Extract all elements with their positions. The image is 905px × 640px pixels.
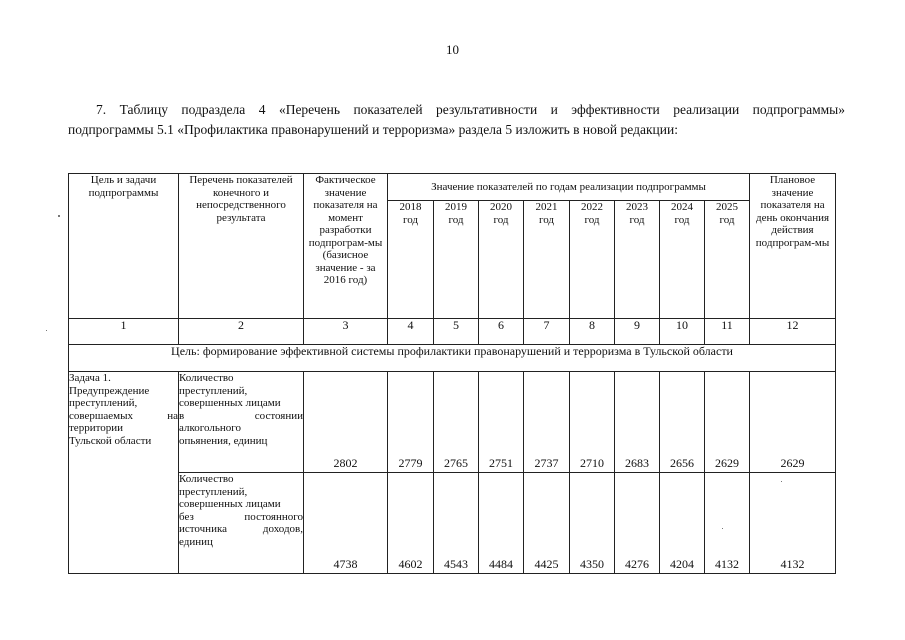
indicator-text: без постоянного [179, 510, 303, 523]
indicator-text: источника доходов, [179, 523, 303, 535]
value-2020: 4484 [479, 473, 524, 574]
task-text: Тульской области [69, 434, 152, 447]
intro-line-2: подпрограммы 5.1 «Профилактика правонарушений и терроризма» раздела 5 изложить в новой редакции: [68, 122, 678, 137]
goal-row [69, 345, 836, 372]
indicator-text: Количество [179, 372, 234, 384]
value-2020: 2751 [479, 372, 524, 473]
indicator-text: алкогольного [179, 422, 241, 434]
value-2018: 2779 [388, 372, 434, 473]
header-years-group: Значение показателей по годам реализации подпрограммы [388, 174, 750, 201]
header-year-2023: 2023 год [615, 201, 660, 319]
header-year-2025: 2025 год [705, 201, 750, 319]
planned-value: 4132 [750, 473, 836, 574]
value-2024: 4204 [660, 473, 705, 574]
column-number: 12 [750, 319, 836, 345]
header-year-2024: 2024 год [660, 201, 705, 319]
value-2023: 2683 [615, 372, 660, 473]
indicator-text: совершенных лицами [179, 498, 281, 510]
header-row-1 [69, 174, 836, 201]
header-goal-tasks: Цель и задачи подпрограммы [69, 174, 179, 319]
task-text: территории [69, 422, 124, 434]
scan-speck [781, 481, 782, 482]
task-text: совершаемых на [69, 409, 178, 422]
indicators-table [68, 173, 836, 574]
table-row [69, 372, 836, 473]
intro-line-1: 7. Таблицу подраздела 4 «Перечень показателей результативности и эффективности реализации подпрограммы» [96, 102, 845, 117]
indicator-text: в состоянии [179, 409, 303, 422]
column-number: 7 [524, 319, 570, 345]
value-2025: 4132 [705, 473, 750, 574]
header-year-2019: 2019 год [434, 201, 479, 319]
header-year-2022: 2022 год [570, 201, 615, 319]
scan-speck [58, 215, 60, 217]
indicator-text: единиц [179, 535, 213, 548]
header-actual-value: Фактическое значение показателя на момент разработки подпрограм-мы (базисное значение - за 2016 год) [304, 174, 388, 319]
column-number: 3 [304, 319, 388, 345]
header-year-2018: 2018 год [388, 201, 434, 319]
column-number: 2 [179, 319, 304, 345]
indicator-text: преступлений, [179, 485, 248, 498]
value-2025: 2629 [705, 372, 750, 473]
value-2021: 4425 [524, 473, 570, 574]
indicator-text: опьянения, единиц [179, 434, 268, 447]
column-numbers-row [69, 319, 836, 345]
indicator-text: Количество [179, 473, 234, 485]
column-number: 11 [705, 319, 750, 345]
value-2019: 2765 [434, 372, 479, 473]
value-2018: 4602 [388, 473, 434, 574]
column-number: 4 [388, 319, 434, 345]
column-number: 9 [615, 319, 660, 345]
header-indicators-list: Перечень показателей конечного и непосредственного результата [179, 174, 304, 319]
column-number: 6 [479, 319, 524, 345]
base-value: 4738 [304, 473, 388, 574]
header-year-2021: 2021 год [524, 201, 570, 319]
task-cell [69, 372, 179, 574]
scan-speck [46, 330, 47, 331]
value-2022: 4350 [570, 473, 615, 574]
task-title: Задача 1. [69, 372, 111, 384]
value-2021: 2737 [524, 372, 570, 473]
base-value: 2802 [304, 372, 388, 473]
table-row [69, 473, 836, 574]
column-number: 10 [660, 319, 705, 345]
task-text: преступлений, [69, 397, 138, 409]
planned-value: 2629 [750, 372, 836, 473]
scan-speck [722, 528, 723, 529]
indicator-text: преступлений, [179, 384, 248, 397]
page-number: 10 [446, 42, 459, 57]
indicator-cell [179, 372, 304, 473]
value-2019: 4543 [434, 473, 479, 574]
value-2024: 2656 [660, 372, 705, 473]
goal-text: Цель: формирование эффективной системы профилактики правонарушений и терроризма в Тульской области [69, 345, 836, 372]
column-number: 8 [570, 319, 615, 345]
column-number: 1 [69, 319, 179, 345]
indicator-text: совершенных лицами [179, 397, 281, 409]
indicator-cell [179, 473, 304, 574]
intro-paragraph [68, 100, 845, 140]
header-planned-value: Плановое значение показателя на день окончания действия подпрограм-мы [750, 174, 836, 319]
value-2023: 4276 [615, 473, 660, 574]
task-text: Предупреждение [69, 384, 150, 397]
header-year-2020: 2020 год [479, 201, 524, 319]
column-number: 5 [434, 319, 479, 345]
value-2022: 2710 [570, 372, 615, 473]
